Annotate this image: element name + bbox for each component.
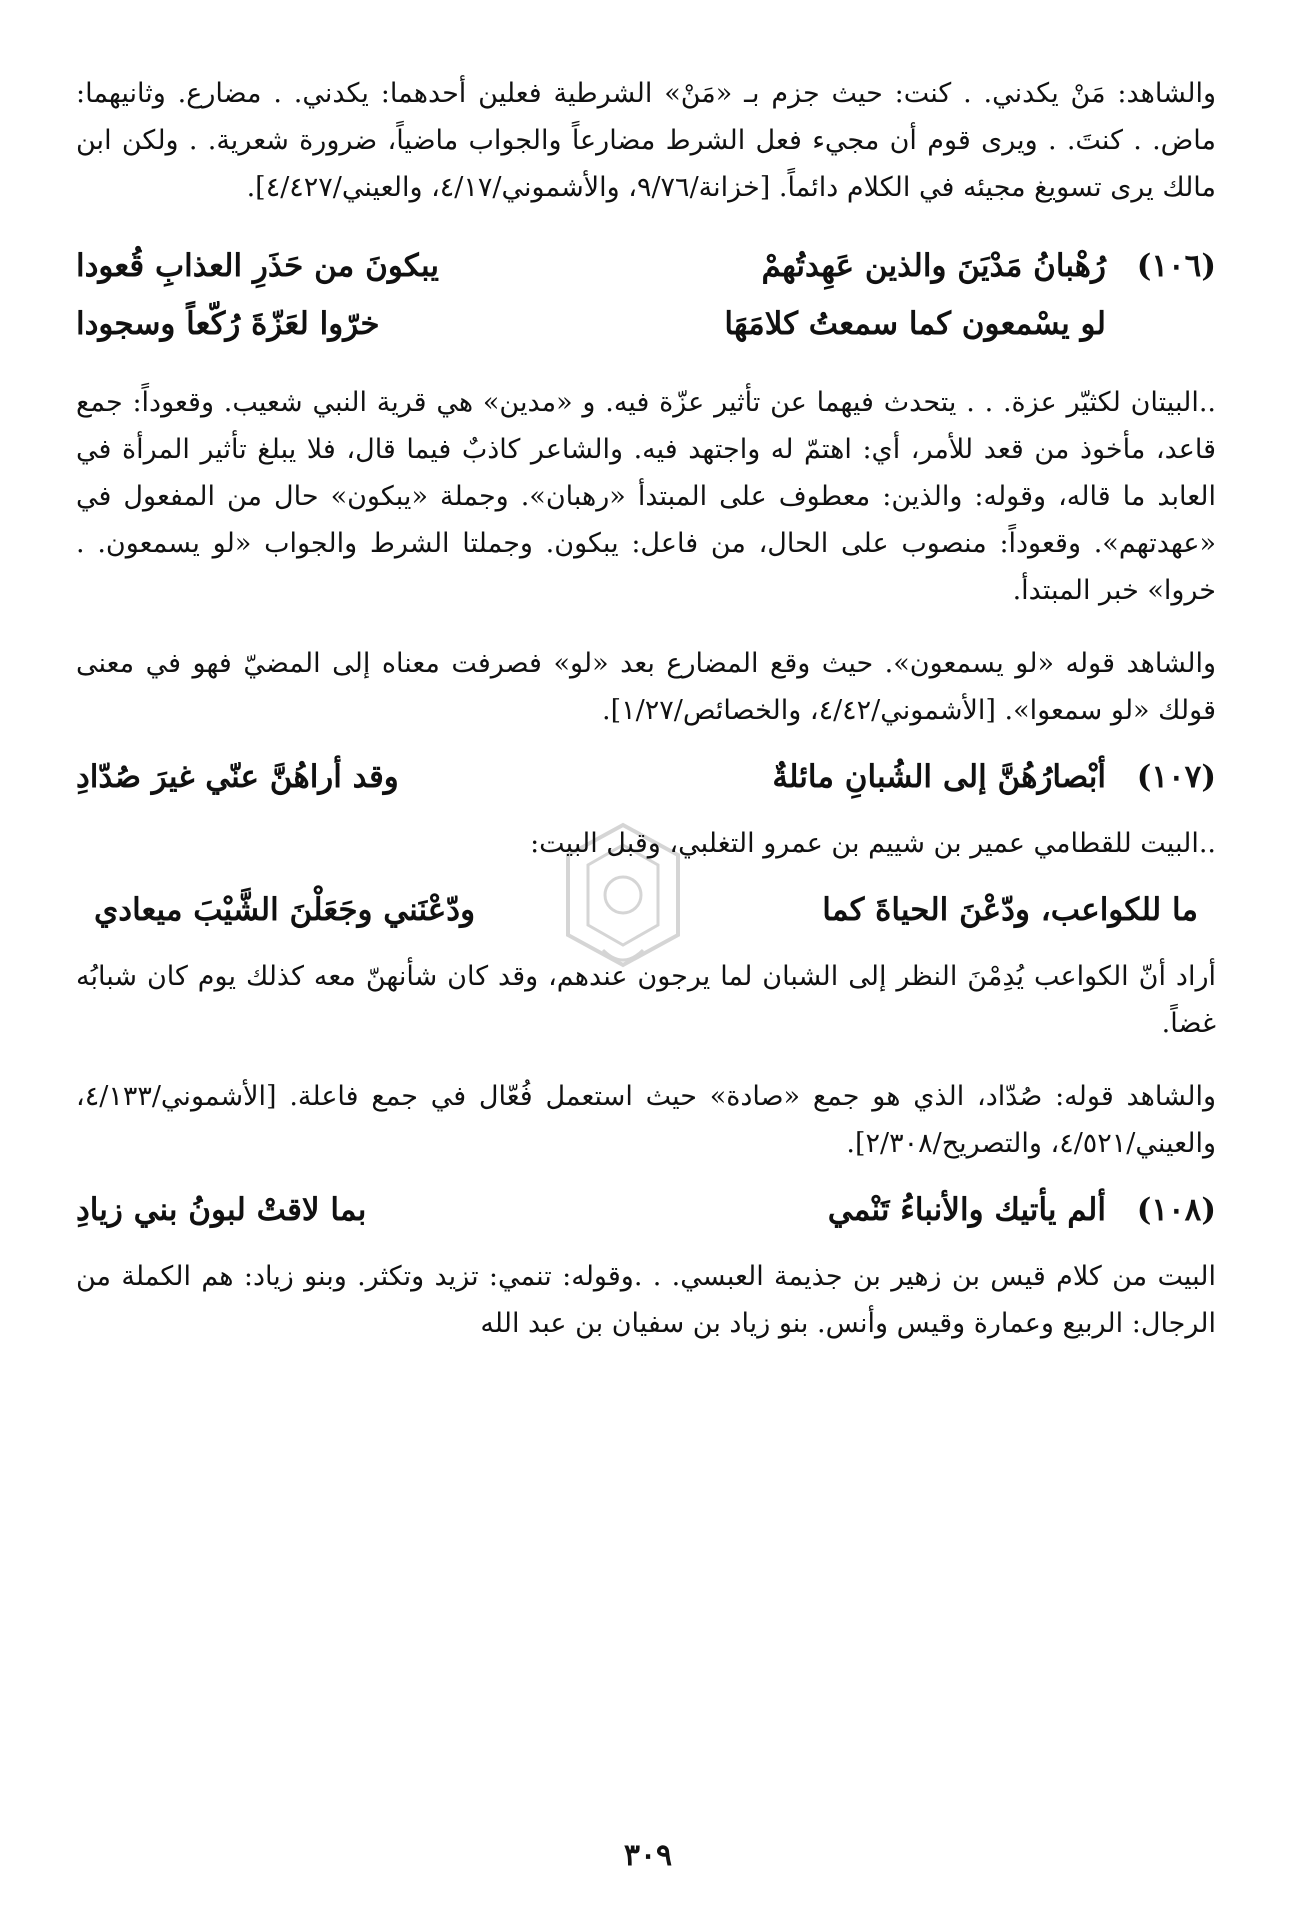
verse-hemistich: وقد أراهُنَّ عنّي غيرَ صُدّادِ bbox=[76, 759, 399, 795]
verse-number: (١٠٨) bbox=[1136, 1192, 1216, 1228]
verse-106-line-2 bbox=[76, 295, 1216, 353]
verse-108 bbox=[76, 1181, 1216, 1239]
verse-number: (١٠٧) bbox=[1136, 759, 1216, 795]
verse-hemistich: أبْصارُهُنَّ إلى الشُبانِ مائلةٌ bbox=[772, 759, 1106, 795]
page-body bbox=[76, 70, 1216, 1347]
paragraph-commentary-108: البيت من كلام قيس بن زهير بن جذيمة العبسي. . .وقوله: تنمي: تزيد وتكثر. وبنو زياد: هم الكملة من الرجال: الربيع وعمارة وقيس وأنس. بنو زياد بن سفيان بن عبد الله bbox=[76, 1261, 1216, 1339]
verse-107-previous bbox=[76, 881, 1216, 939]
paragraph-shahid-1: والشاهد: مَنْ يكدني. . كنت: حيث جزم بـ «مَنْ» الشرطية فعلين أحدهما: يكدني. . مضارع. وثانيهما: ماض. . كنتَ. . ويرى قوم أن مجيء فعل الشرط مضارعاً والجواب ماضياً، ضرورة شعرية. . ولكن ابن مالك يرى تسويغ مجيئه في الكلام دائماً. [خزانة/٩/٧٦، والأشموني/٤/١٧، والعيني/٤/٤٢٧]. bbox=[76, 78, 1216, 203]
verse-106-line-1 bbox=[76, 237, 1216, 295]
verse-hemistich: بما لاقتْ لبونُ بني زيادِ bbox=[76, 1192, 367, 1228]
paragraph-attribution-107: ..البيت للقطامي عمير بن شييم بن عمرو التغلبي، وقبل البيت: bbox=[530, 828, 1216, 859]
verse-hemistich: ما للكواعب، ودّعْنَ الحياةَ كما bbox=[822, 892, 1198, 928]
verse-hemistich: خرّوا لعَزّةَ رُكّعاً وسجودا bbox=[76, 306, 380, 342]
verse-hemistich: يبكونَ من حَذَرِ العذابِ قُعودا bbox=[76, 248, 439, 284]
paragraph-commentary-107: أراد أنّ الكواعب يُدِمْنَ النظر إلى الشبان لما يرجون عندهم، وقد كان شأنهنّ معه كذلك يوم كان شبابُه غضاً. bbox=[76, 961, 1216, 1039]
verse-hemistich: ودّعْنَني وجَعَلْنَ الشَّيْبَ ميعادي bbox=[94, 892, 476, 928]
verse-hemistich: لو يسْمعون كما سمعتُ كلامَهَا bbox=[724, 306, 1106, 342]
paragraph-shahid-106: والشاهد قوله «لو يسمعون». حيث وقع المضارع بعد «لو» فصرفت معناه إلى المضيّ فهو في معنى قولك «لو سمعوا». [الأشموني/٤/٤٢، والخصائص/١/٢٧]. bbox=[76, 648, 1216, 726]
verse-number: (١٠٦) bbox=[1136, 248, 1216, 284]
verse-hemistich: ألم يأتيك والأنباءُ تَنْمي bbox=[827, 1192, 1106, 1228]
page-number: ٣٠٩ bbox=[623, 1838, 673, 1873]
verse-hemistich: رُهْبانُ مَدْيَنَ والذين عَهِدتُهمْ bbox=[761, 248, 1106, 284]
verse-107 bbox=[76, 748, 1216, 806]
paragraph-commentary-106: ..البيتان لكثيّر عزة. . . يتحدث فيهما عن تأثير عزّة فيه. و «مدين» هي قرية النبي شعيب. وقعوداً: جمع قاعد، مأخوذ من قعد للأمر، أي: اهتمّ له واجتهد فيه. والشاعر كاذبٌ فيما قال، فلا يبلغ تأثير المرأة في العابد ما قاله، وقوله: والذين: معطوف على المبتدأ «رهبان». وجملة «يبكون» حال من المفعول في «عهدتهم». وقعوداً: منصوب على الحال، من فاعل: يبكون. وجملتا الشرط والجواب «لو يسمعون. . خروا» خبر المبتدأ. bbox=[76, 387, 1216, 606]
paragraph-shahid-107: والشاهد قوله: صُدّاد، الذي هو جمع «صادة» حيث استعمل فُعّال في جمع فاعلة. [الأشموني/٤/١٣٣، والعيني/٤/٥٢١، والتصريح/٢/٣٠٨]. bbox=[76, 1081, 1216, 1159]
